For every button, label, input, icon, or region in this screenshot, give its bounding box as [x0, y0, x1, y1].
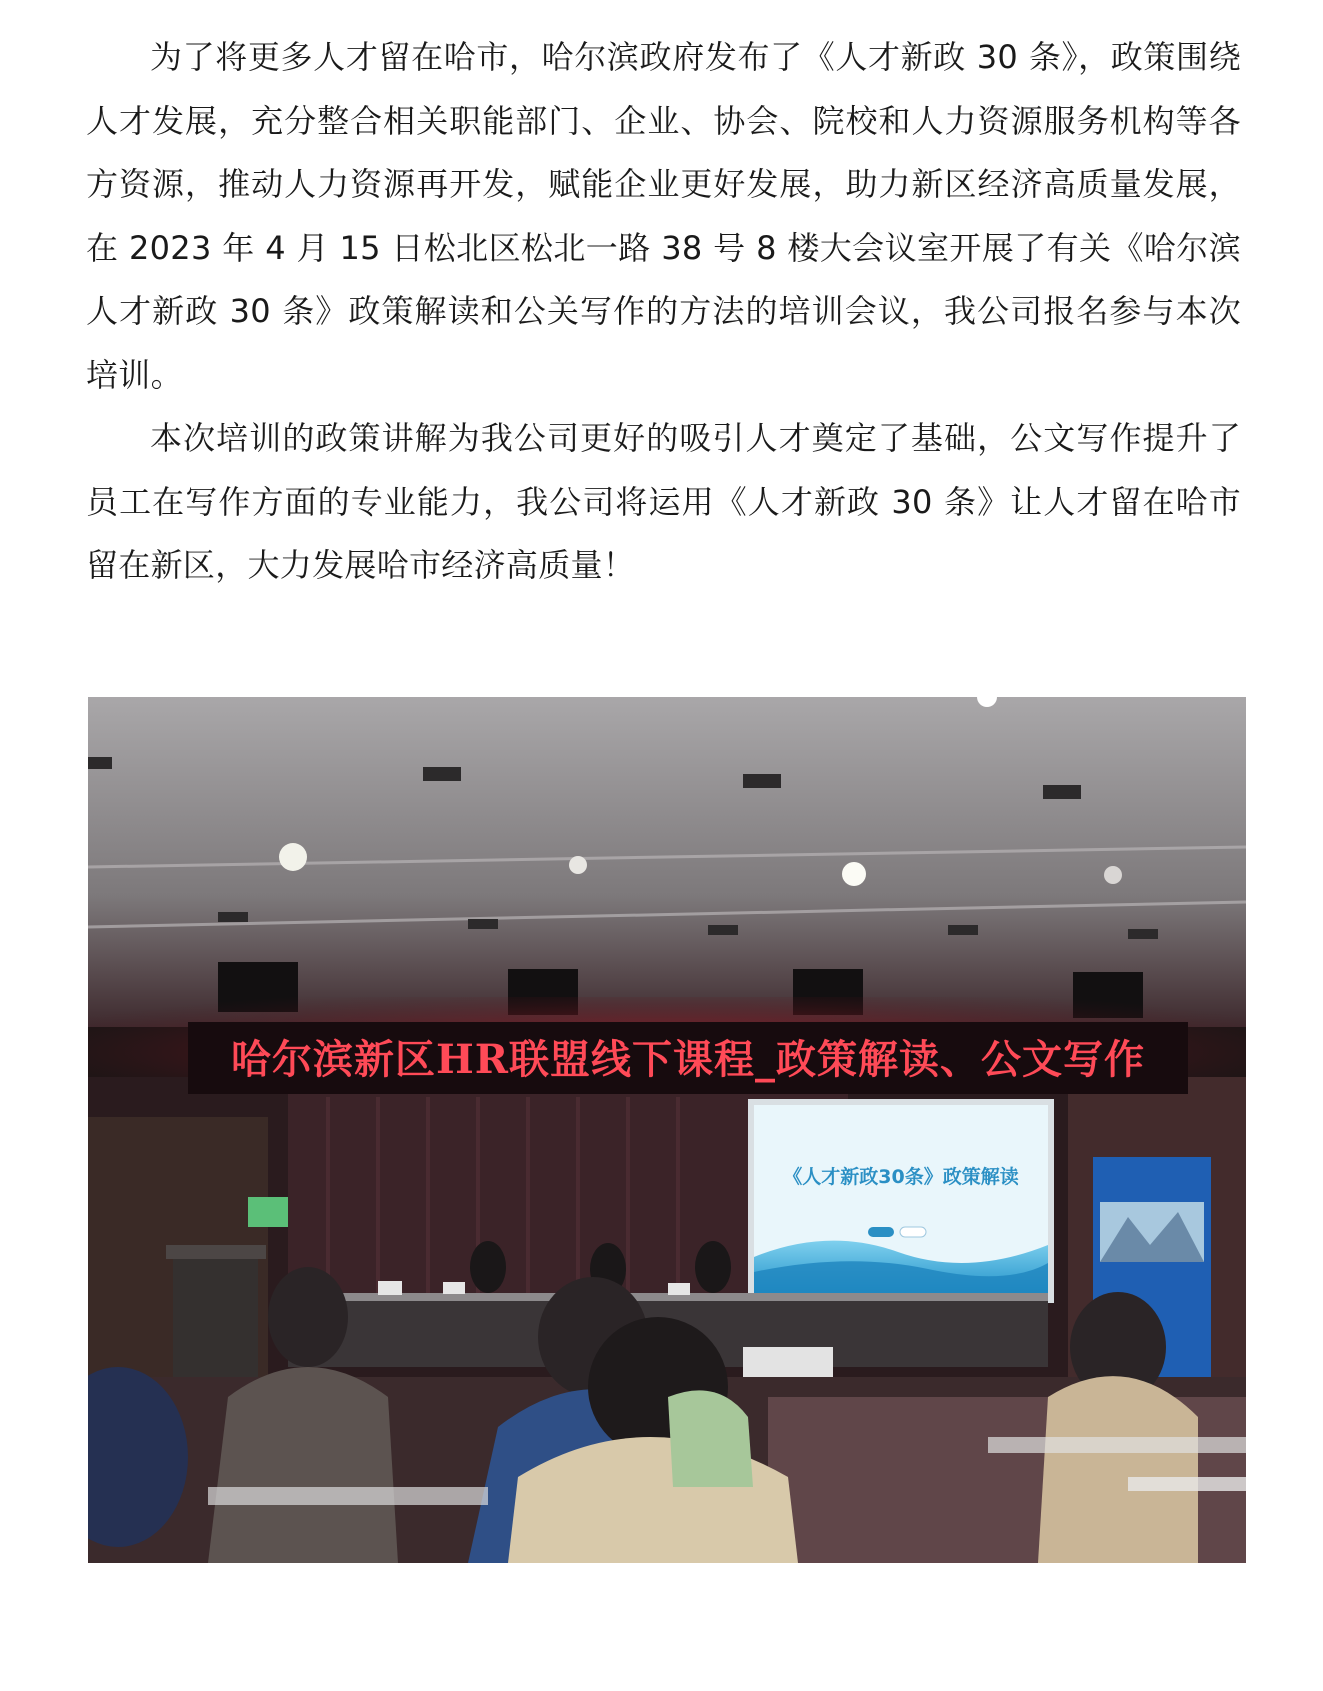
- screen-title: 《人才新政30条》政策解读: [783, 1166, 1019, 1188]
- training-meeting-photo: [88, 697, 1246, 1563]
- led-banner-text: 哈尔滨新区HR联盟线下课程_政策解读、公文写作: [230, 1036, 1146, 1083]
- paragraph-conclusion: 本次培训的政策讲解为我公司更好的吸引人才奠定了基础，公文写作提升了员工在写作方面的专业能力，我公司将运用《人才新政 30 条》让人才留在哈市留在新区，大力发展哈市经济高质量！: [86, 419, 1241, 584]
- meeting-room-scene: [88, 697, 1246, 1563]
- paragraph-intro: 为了将更多人才留在哈市，哈尔滨政府发布了《人才新政 30 条》，政策围绕人才发展，充分整合相关职能部门、企业、协会、院校和人力资源服务机构等各方资源，推动人力资源再开发，赋能企业更好发展，助力新区经济高质量发展，在 2023 年 4 月 15 日松北区松北一路 38 号 8 楼大会议室开展了有关《哈尔滨人才新政 30 条》政策解读和公关写作的方法的培训会议，我公司报名参与本次培训。: [86, 38, 1241, 394]
- document-body: [86, 26, 1241, 598]
- projector: [743, 1347, 833, 1377]
